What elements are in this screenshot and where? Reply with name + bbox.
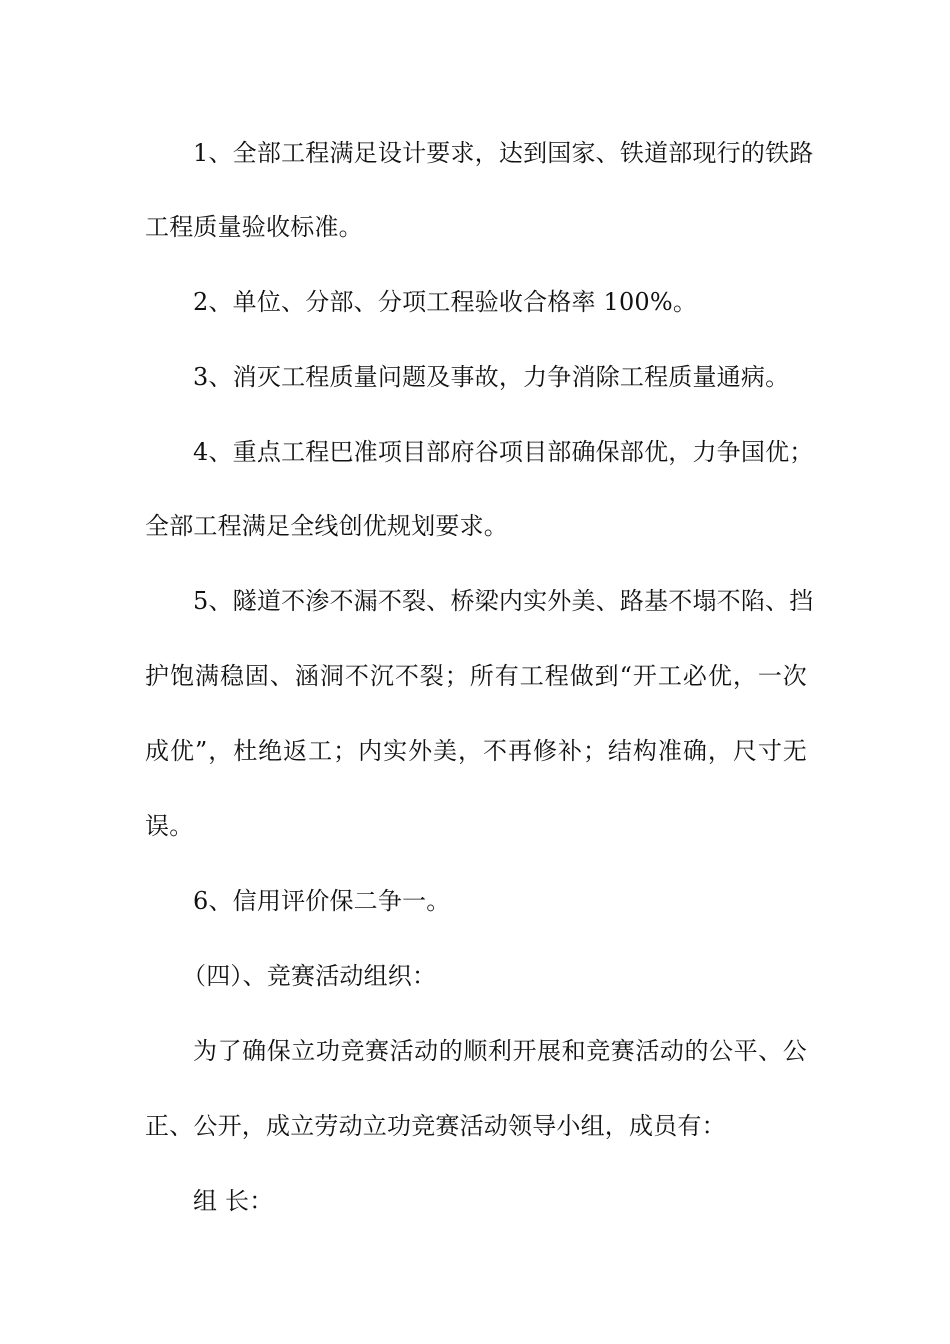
section-heading: （四）、竞赛活动组织： [182,962,437,990]
paragraph-3: 3、消灭工程质量问题及事故，力争消除工程质量通病。 [193,363,790,391]
paragraph-7-line-2: 正、公开，成立劳动立功竞赛活动领导小组，成员有： [145,1112,726,1140]
paragraph-5-line-4: 误。 [145,812,194,840]
paragraph-4-line-1: 4、重点工程巴准项目部府谷项目部确保部优，力争国优； [193,438,814,466]
paragraph-5-line-2: 护饱满稳固、涵洞不沉不裂；所有工程做到“开工必优，一次 [145,662,807,690]
paragraph-4-line-2: 全部工程满足全线创优规划要求。 [145,512,508,540]
paragraph-2: 2、单位、分部、分项工程验收合格率 100%。 [193,288,698,316]
paragraph-5-line-1: 5、隧道不渗不漏不裂、桥梁内实外美、路基不塌不陷、挡 [193,587,814,615]
team-leader-label: 组 长： [193,1187,274,1215]
paragraph-1-line-2: 工程质量验收标准。 [145,213,363,241]
paragraph-1-line-1: 1、全部工程满足设计要求，达到国家、铁道部现行的铁路 [193,139,814,167]
paragraph-7-line-1: 为了确保立功竞赛活动的顺利开展和竞赛活动的公平、公 [193,1037,807,1065]
paragraph-5-line-3: 成优”，杜绝返工；内实外美，不再修补；结构准确，尺寸无 [145,737,807,765]
paragraph-6: 6、信用评价保二争一。 [193,887,451,915]
